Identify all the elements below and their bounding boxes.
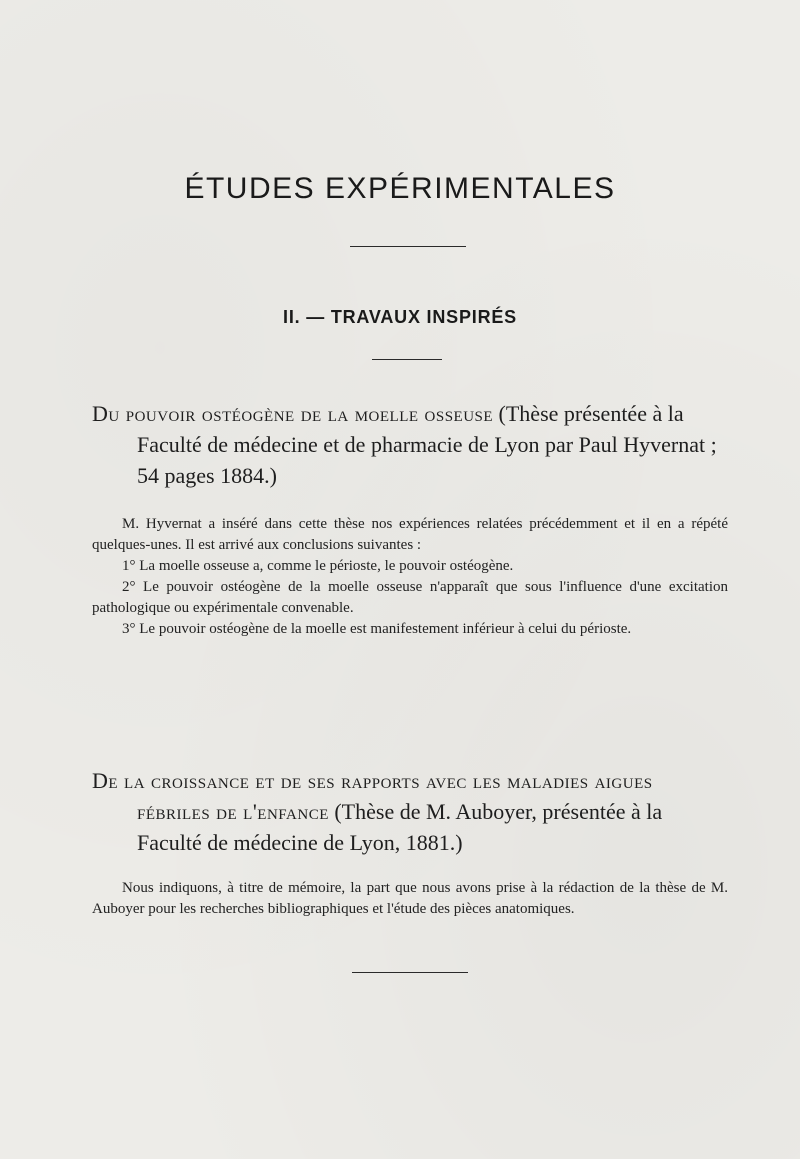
subtitle-divider [372,359,442,360]
closing-divider [352,972,468,973]
page-title: ÉTUDES EXPÉRIMENTALES [184,172,616,205]
entry-title-detail: (Thèse présentée à la Faculté de médecine et de pharmacie de Lyon par Paul Hyvernat ; 54 pages 1884.) [137,401,717,488]
entry-body-2 [92,878,728,920]
entry-title-smallcaps: De la croissance et de ses rapports avec les maladies aigues fébriles de l'enfance [92,768,653,824]
entry-title-smallcaps: Du pouvoir ostéogène de la moelle osseuse [92,401,494,426]
conclusion-item: 3° Le pouvoir ostéogène de la moelle est manifestement inférieur à celui du périoste. [122,621,632,637]
body-paragraph: M. Hyvernat a inséré dans cette thèse nos expériences relatées précédemment et il en a répété quelques-unes. Il est arrivé aux conclusions suivantes : [92,516,728,553]
entry-title-1 [92,398,728,491]
entry-title-2 [92,765,728,858]
entry-title-detail: (Thèse de M. Auboyer, présentée à la Faculté de médecine de Lyon, 1881.) [137,799,663,855]
conclusion-item: 1° La moelle osseuse a, comme le périoste, le pouvoir ostéogène. [122,558,514,574]
title-divider [350,246,466,247]
body-paragraph: Nous indiquons, à titre de mémoire, la part que nous avons prise à la rédaction de la thèse de M. Auboyer pour les recherches bibliographiques et l'étude des pièces anatomiques. [92,880,728,917]
conclusion-item: 2° Le pouvoir ostéogène de la moelle osseuse n'apparaît que sous l'influence d'une excitation pathologique ou expérimentale convenable. [92,579,728,616]
entry-body-1 [92,514,728,640]
section-subtitle: II. — TRAVAUX INSPIRÉS [283,307,517,327]
